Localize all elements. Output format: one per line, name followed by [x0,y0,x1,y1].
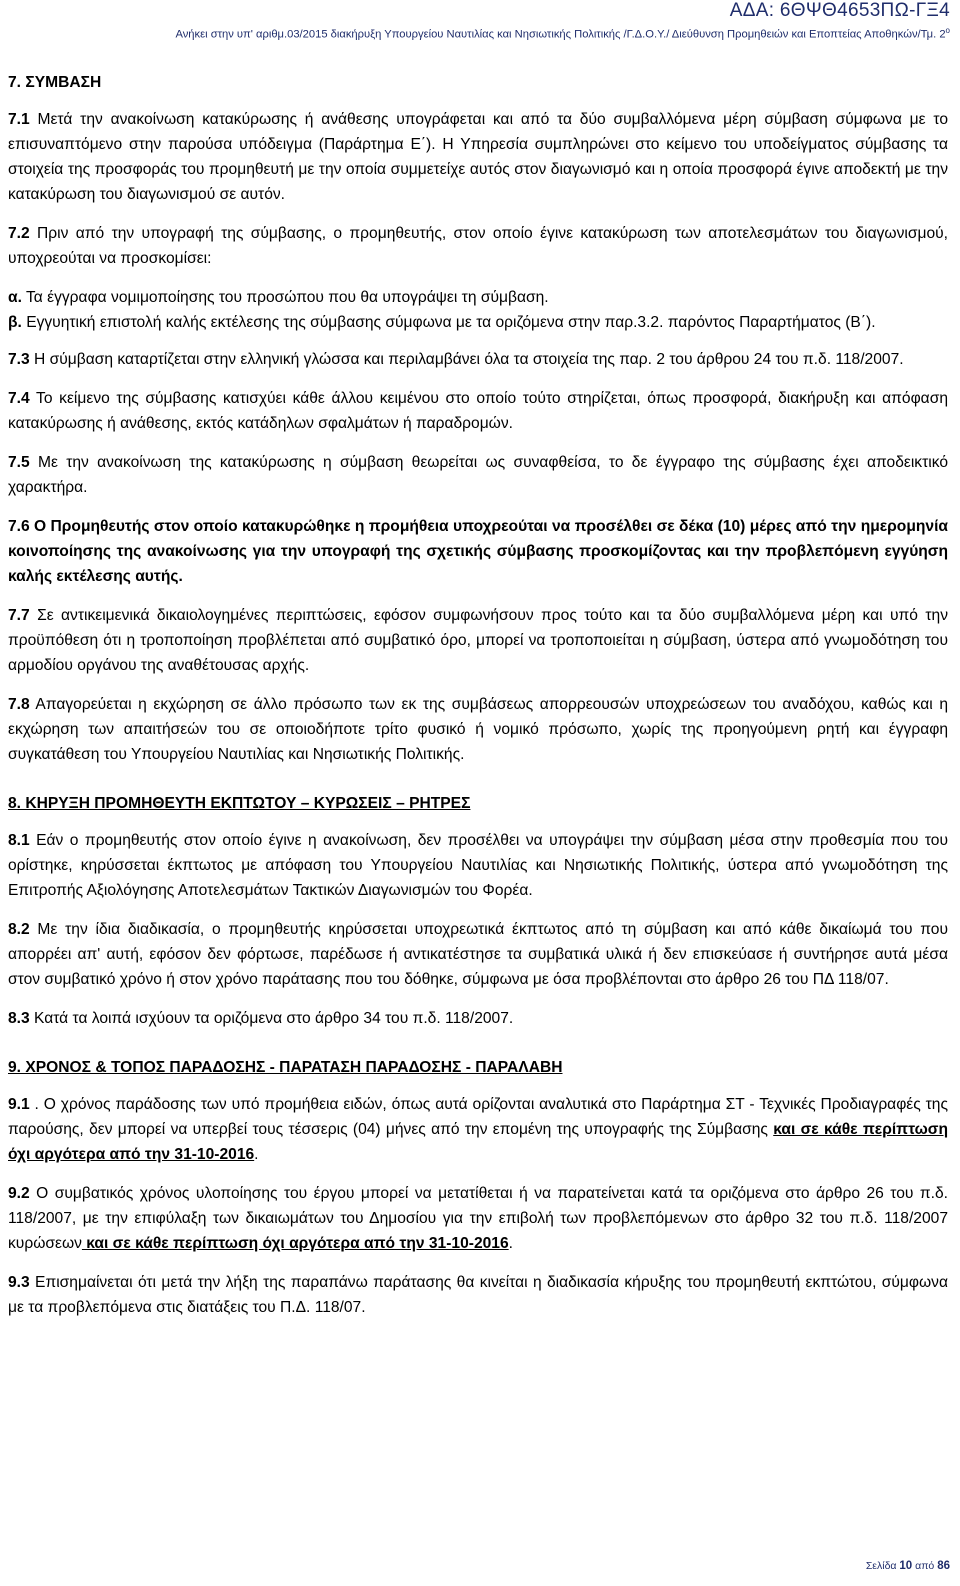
paragraph-text: . Ο χρόνος παράδοσης των υπό προμήθεια ειδών, όπως αυτά ορίζονται αναλυτικά στο Παράρτημα ΣΤ - Τεχνικές Προδιαγραφές της παρούσης, δεν μπορεί να υπερβεί τους τέσσερις (04) μήνες από την επομένη της υπογραφής της Σύμβασης [8,1096,948,1138]
paragraph-text: Μετά την ανακοίνωση κατακύρωσης ή ανάθεσης υπογράφεται και από τα δύο συμβαλλόμενα μέρη σύμβαση σύμφωνα με το επισυναπτόμενο στην παρούσα υπόδειγμα (Παράρτημα Ε΄). Η Υπηρεσία συμπληρώνει στο κείμενο του υποδείγματος σύμβασης τα στοιχεία της προσφοράς του προμηθευτή με την οποία συμμετείχε αυτός στον διαγωνισμό και η οποία προσφορά έγινε αποδεκτή με την κατακύρωση του διαγωνισμού σε αυτόν. [8,111,948,203]
paragraph-number: 7.1 [8,111,30,128]
paragraph-7-2 [8,221,948,271]
paragraph-8-3 [8,1006,948,1031]
paragraph-number: 7.5 [8,454,30,471]
paragraph-number: 7.4 [8,390,30,407]
paragraph-number: 7.2 [8,225,30,242]
list-label: β. [8,314,22,331]
page-prefix: Σελίδα [865,1560,900,1572]
paragraph-text: Εάν ο προμηθευτής στον οποίο έγινε η ανακοίνωση, δεν προσέλθει να υπογράψει την σύμβαση μέσα στην προθεσμία που του ορίστηκε, κηρύσσεται έκπτωτος με απόφαση του Υπουργείου Ναυτιλίας και Νησιωτικής Πολιτικής, ύστερα από γνωμοδότηση της Επιτροπής Αξιολόγησης Αποτελεσμάτων Τακτικών Διαγωνισμών του Φορέα. [8,832,948,899]
list-text: Εγγυητική επιστολή καλής εκτέλεσης της σύμβασης σύμφωνα με τα οριζόμενα στην παρ.3.2. παρόντος Παραρτήματος (Β΄). [21,314,876,331]
list-item-b [8,310,948,335]
paragraph-number: 8.2 [8,921,30,938]
paragraph-number: 9.2 [8,1185,30,1202]
paragraph-number: 7.7 [8,607,30,624]
page-current: 10 [899,1560,913,1572]
paragraph-text: Ο Προμηθευτής στον οποίο κατακυρώθηκε η προμήθεια υποχρεούται να προσέλθει σε δέκα (10) μέρες από την ημερομηνία κοινοποίησης της ανακοίνωσης για την υπογραφή της σχετικής σύμβασης προσκομίζοντας και την προβλεπόμενη εγγύηση καλής εκτέλεσης αυτής. [8,518,948,585]
list-label: α. [8,289,22,306]
paragraph-number: 9.1 [8,1096,30,1113]
paragraph-text: Κατά τα λοιπά ισχύουν τα οριζόμενα στο άρθρο 34 του π.δ. 118/2007. [29,1010,514,1027]
ada-code: ΑΔΑ: 6ΘΨΘ4653ΠΩ-ΓΞ4 [729,0,950,21]
paragraph-text: Το κείμενο της σύμβασης κατισχύει κάθε άλλου κειμένου στο οποίο τούτο στηρίζεται, όπως προσφορά, διακήρυξη και απόφαση κατακύρωσης ή ανάθεσης, εκτός κατάδηλων σφαλμάτων ή παραδρομών. [8,390,948,432]
header-reference-sup: ο [945,26,950,35]
paragraph-text: Ο συμβατικός χρόνος υλοποίησης του έργου μπορεί να μετατίθεται ή να παρατείνεται κατά τα οριζόμενα στο άρθρο 26 του π.δ. 118/2007, με την επιφύλαξη των δικαιωμάτων του Δημοσίου για την επιβολή των προβλεπόμενων στο άρθρο 32 του π.δ. 118/2007 κυρώσεων [8,1185,948,1252]
paragraph-7-8 [8,692,948,767]
paragraph-7-3 [8,347,948,372]
page-number [866,1560,950,1572]
paragraph-text: Απαγορεύεται η εκχώρηση σε άλλο πρόσωπο των εκ της συμβάσεως απορρεουσών υποχρεώσεων του αναδόχου, καθώς και η εκχώρηση των απαιτήσεών του σε οποιοδήποτε τρίτο φυσικό ή νομικό πρόσωπο, χωρίς της προηγούμενη ρητή και έγγραφη συγκατάθεση του Υπουργείου Ναυτιλίας και Νησιωτικής Πολιτικής. [8,696,948,763]
paragraph-8-1 [8,828,948,903]
paragraph-text: Επισημαίνεται ότι μετά την λήξη της παραπάνω παράτασης θα κινείται η διαδικασία κήρυξης του προμηθευτή εκπτώτου, σύμφωνα με τα προβλεπόμενα στις διατάξεις του Π.Δ. 118/07. [8,1274,948,1316]
paragraph-text: Με την ίδια διαδικασία, ο προμηθευτής κηρύσσεται υποχρεωτικά έκπτωτος από τη σύμβαση και από κάθε δικαίωμά του που απορρέει απ' αυτή, εφόσον δεν φόρτωσε, παρέδωσε ή αντικατέστησε τα συμβατικά υλικά ή δεν επισκεύασε ή συντήρησε αυτά μέσα στον συμβατικό χρόνο ή στον χρόνο παράτασης που του δόθηκε, σύμφωνα με όσα προβλέπονται στο άρθρο 26 του ΠΔ 118/07. [8,921,948,988]
paragraph-number: 7.3 [8,351,30,368]
paragraph-7-5 [8,450,948,500]
paragraph-7-7 [8,603,948,678]
paragraph-7-4 [8,386,948,436]
page-mid: από [912,1560,938,1572]
paragraph-number: 8.3 [8,1010,30,1027]
paragraph-text: Σε αντικειμενικά δικαιολογημένες περιπτώσεις, εφόσον συμφωνήσουν προς τούτο και τα δύο συμβαλλόμενα μέρη και υπό την προϋπόθεση ότι η τροποποίηση προβλέπεται από συμβατικό όρο, μπορεί να τροποποιείται η σύμβαση, ύστερα από γνωμοδότηση του αρμοδίου οργάνου της αναθέτουσας αρχής. [8,607,948,674]
section-7-title: 7. ΣΥΜΒΑΣΗ [8,74,102,91]
paragraph-text: Με την ανακοίνωση της κατακύρωσης η σύμβαση θεωρείται ως συναφθείσα, το δε έγγραφο της σύμβασης έχει αποδεικτικό χαρακτήρα. [8,454,948,496]
paragraph-number: 7.8 [8,696,30,713]
paragraph-9-1 [8,1092,948,1167]
paragraph-end: . [508,1235,513,1252]
paragraph-9-2 [8,1181,948,1256]
document-body [8,70,948,1320]
deadline-emphasis: και σε κάθε περίπτωση όχι αργότερα από την 31-10-2016 [8,1121,948,1163]
paragraph-end: . [254,1146,259,1163]
section-8-title: 8. ΚΗΡΥΞΗ ΠΡΟΜΗΘΕΥΤΗ ΕΚΠΤΩΤΟΥ – ΚΥΡΩΣΕΙΣ – ΡΗΤΡΕΣ [8,795,471,812]
header-reference-text: Ανήκει στην υπ' αριθμ.03/2015 διακήρυξη Υπουργείου Ναυτιλίας και Νησιωτικής Πολιτικής /Γ.Δ.Ο.Υ./ Διεύθυνση Προμηθειών και Εποπτείας Αποθηκών/Τμ. 2 [175,28,946,41]
paragraph-number: 8.1 [8,832,30,849]
header-reference [175,26,950,41]
paragraph-number: 7.6 [8,518,30,535]
paragraph-text: Πριν από την υπογραφή της σύμβασης, ο προμηθευτής, στον οποίο έγινε κατακύρωση των αποτελεσμάτων του διαγωνισμού, υποχρεούται να προσκομίσει: [8,225,948,267]
section-9-title: 9. ΧΡΟΝΟΣ & ΤΟΠΟΣ ΠΑΡΑΔΟΣΗΣ - ΠΑΡΑΤΑΣΗ ΠΑΡΑΔΟΣΗΣ - ΠΑΡΑΛΑΒΗ [8,1059,563,1076]
list-item-a [8,285,948,310]
deadline-emphasis: και σε κάθε περίπτωση όχι αργότερα από την 31-10-2016 [81,1235,509,1252]
page-total: 86 [937,1560,950,1572]
paragraph-8-2 [8,917,948,992]
paragraph-7-6 [8,514,948,589]
paragraph-text: Η σύμβαση καταρτίζεται στην ελληνική γλώσσα και περιλαμβάνει όλα τα στοιχεία της παρ. 2 του άρθρου 24 του π.δ. 118/2007. [29,351,904,368]
paragraph-number: 9.3 [8,1274,30,1291]
list-text: Τα έγγραφα νομιμοποίησης του προσώπου που θα υπογράψει τη σύμβαση. [21,289,549,306]
requirements-list [8,285,948,335]
paragraph-7-1 [8,107,948,207]
paragraph-9-3 [8,1270,948,1320]
